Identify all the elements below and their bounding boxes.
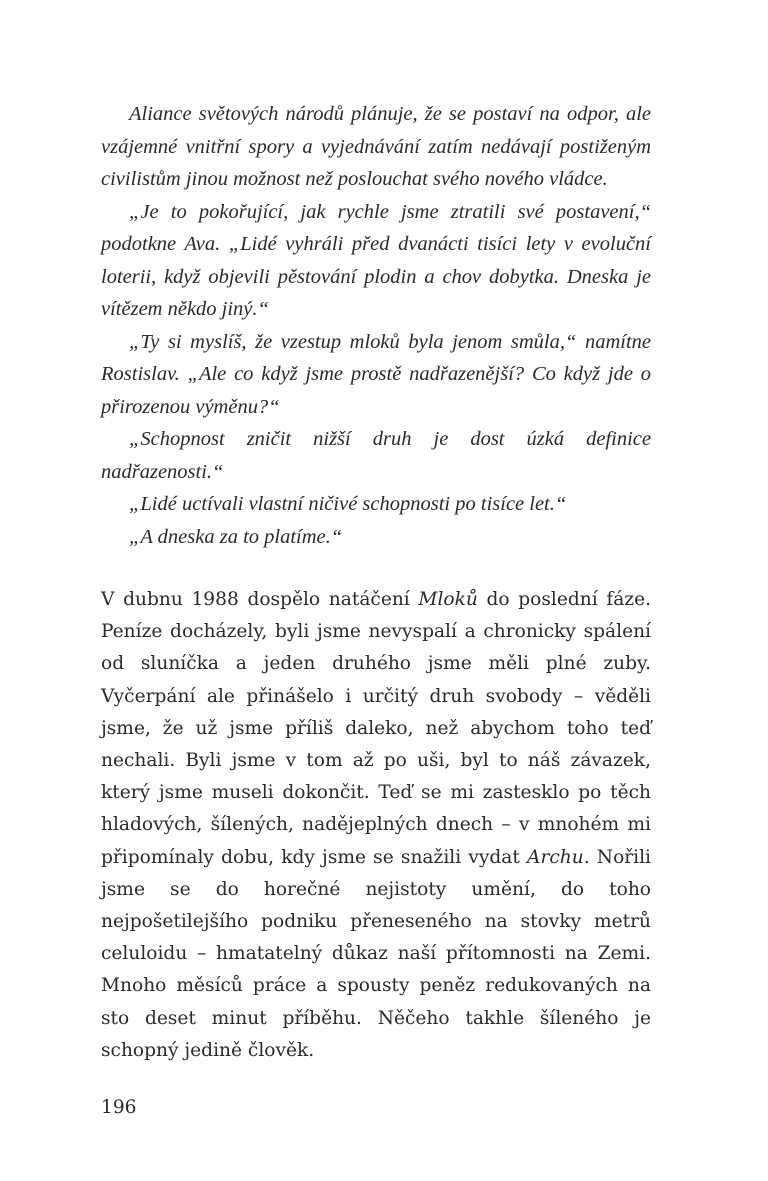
excerpt-paragraph-2: „Je to pokořující, jak rychle jsme ztratili své postavení,“ podotkne Ava. „Lidé vyhráli před dvanácti tisíci lety v evoluční loterii, když objevili pěstování plodin a chov dobytka. Dneska je vítězem někdo jiný.“ [101, 200, 651, 320]
italic-excerpt [101, 98, 651, 553]
excerpt-paragraph-5: „Lidé uctívali vlastní ničivé schopnosti po tisíce let.“ [129, 493, 567, 515]
excerpt-paragraph-1: Aliance světových národů plánuje, že se postaví na odpor, ale vzájemné vnitřní spory a vyjednávání zatím nedávají postiženým civilistům jinou možnost než poslouchat svého nového vládce. [101, 103, 651, 190]
narrative-segment-1: V dubnu 1988 dospělo natáčení [101, 589, 419, 610]
narrative-paragraph [101, 584, 651, 1067]
book-page [101, 98, 651, 1067]
page-number: 196 [101, 1097, 137, 1118]
narrative-text [101, 584, 651, 1067]
excerpt-paragraph-3: „Ty si myslíš, že vzestup mloků byla jenom smůla,“ namítne Rostislav. „Ale co když jsme prostě nadřazenější? Co když jde o přirozenou výměnu?“ [101, 330, 651, 418]
narrative-segment-3: . Nořili jsme se do horečné nejistoty umění, do toho nejpošetilejšího podniku přeneseného na stovky metrů celuloidu – hmatatelný důkaz naší přítomnosti na Zemi. Mnoho měsíců práce a spousty peněz redukovaných na sto deset minut příběhu. Něčeho takhle šíleného je schopný jedině člověk. [101, 846, 651, 1061]
narrative-segment-2: do poslední fáze. Peníze docházely, byli jsme nevyspalí a chronicky spálení od sluníčka a jeden druhého jsme měli plné zuby. Vyčerpání ale přinášelo i určitý druh svobody – věděli jsme, že už jsme příliš daleko, než abychom toho teď nechali. Byli jsme v tom až po uši, byl to náš závazek, který jsme museli dokončit. Teď se mi zastesklo po těch hladových, šílených, nadějeplných dnech – v mnohém mi připomínaly dobu, kdy jsme se snažili vydat [101, 589, 651, 868]
excerpt-paragraph-4: „Schopnost zničit nižší druh je dost úzká definice nadřazenosti.“ [101, 428, 651, 483]
film-title-mloku: Mloků [418, 589, 478, 610]
book-title-archu: Archu [527, 846, 584, 868]
excerpt-paragraph-6: „A dneska za to platíme.“ [129, 525, 343, 548]
